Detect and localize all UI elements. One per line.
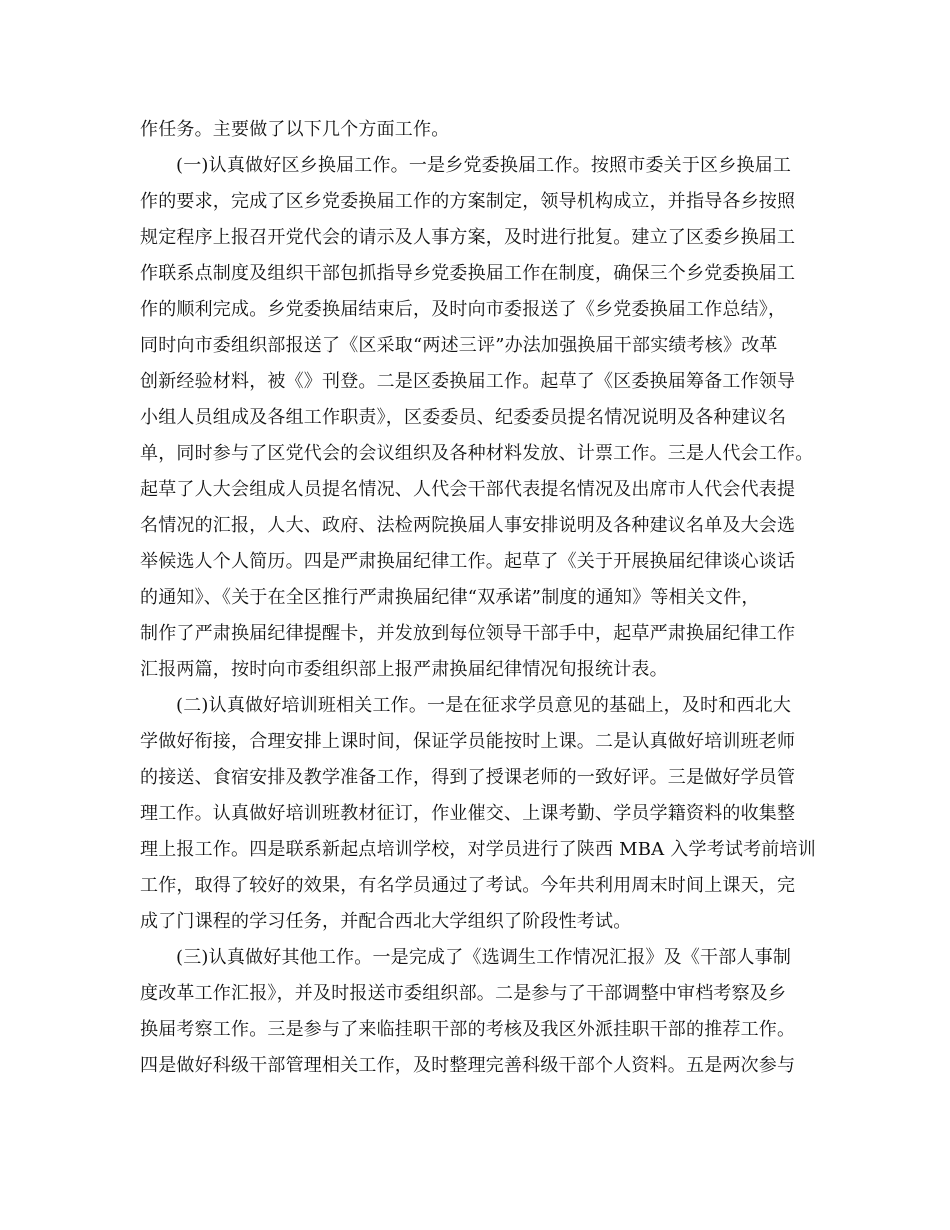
text-line: 理上报工作。四是联系新起点培训学校，对学员进行了陕西 MBA 入学考试考前培训 (140, 839, 816, 860)
text-line: 举候选人个人简历。四是严肃换届纪律工作。起草了《关于开展换届纪律谈心谈话 (140, 551, 796, 572)
text-line: 的通知》、《关于在全区推行严肃换届纪律“双承诺”制度的通知》等相关文件， (140, 587, 760, 608)
text-line: 学做好衔接，合理安排上课时间，保证学员能按时上课。二是认真做好培训班老师 (140, 731, 796, 752)
text-line: 小组人员组成及各组工作职责》，区委委员、纪委委员提名情况说明及各种建议名 (140, 407, 787, 428)
text-line: 作任务。主要做了以下几个方面工作。 (140, 119, 450, 140)
text-line: 规定程序上报召开党代会的请示及人事方案，及时进行批复。建立了区委乡换届工 (140, 227, 796, 248)
text-line: 理工作。认真做好培训班教材征订，作业催交、上课考勤、学员学籍资料的收集整 (140, 803, 796, 824)
text-line: 作的要求，完成了区乡党委换届工作的方案制定，领导机构成立，并指导各乡按照 (140, 191, 796, 212)
text-line: 工作，取得了较好的效果，有名学员通过了考试。今年共利用周末时间上课天，完 (140, 875, 796, 896)
text-line: 创新经验材料，被《》刊登。二是区委换届工作。起草了《区委换届筹备工作领导 (140, 371, 796, 392)
text-line: 作的顺利完成。乡党委换届结束后，及时向市委报送了《乡党委换届工作总结》， (140, 299, 787, 320)
text-line: 换届考察工作。三是参与了来临挂职干部的考核及我区外派挂职干部的推荐工作。 (140, 1019, 796, 1040)
text-line: 名情况的汇报，人大、政府、法检两院换届人事安排说明及各种建议名单及大会选 (140, 515, 796, 536)
text-line: 成了门课程的学习任务，并配合西北大学组织了阶段性考试。 (140, 911, 632, 932)
text-line: 制作了严肃换届纪律提醒卡，并发放到每位领导干部手中，起草严肃换届纪律工作 (140, 623, 796, 644)
text-line: 同时向市委组织部报送了《区采取“两述三评”办法加强换届干部实绩考核》改革 (140, 335, 778, 356)
text-line: 度改革工作汇报》，并及时报送市委组织部。二是参与了干部调整中审档考察及乡 (140, 983, 787, 1004)
paragraph-start: (一)认真做好区乡换届工作。一是乡党委换届工作。按照市委关于区乡换届工 (176, 155, 792, 176)
text-line: 单，同时参与了区党代会的会议组织及各种材料发放、计票工作。三是人代会工作。 (140, 443, 814, 464)
text-line: 起草了人大会组成人员提名情况、人代会干部代表提名情况及出席市人代会代表提 (140, 479, 796, 500)
paragraph-start: (三)认真做好其他工作。一是完成了《选调生工作情况汇报》及《干部人事制 (176, 947, 792, 968)
text-line: 作联系点制度及组织干部包抓指导乡党委换届工作在制度，确保三个乡党委换届工 (140, 263, 796, 284)
paragraph-start: (二)认真做好培训班相关工作。一是在征求学员意见的基础上，及时和西北大 (176, 695, 792, 716)
text-line: 汇报两篇，按时向市委组织部上报严肃换届纪律情况旬报统计表。 (140, 659, 668, 680)
text-line: 的接送、食宿安排及教学准备工作，得到了授课老师的一致好评。三是做好学员管 (140, 767, 796, 788)
text-line: 四是做好科级干部管理相关工作，及时整理完善科级干部个人资料。五是两次参与 (140, 1055, 796, 1076)
